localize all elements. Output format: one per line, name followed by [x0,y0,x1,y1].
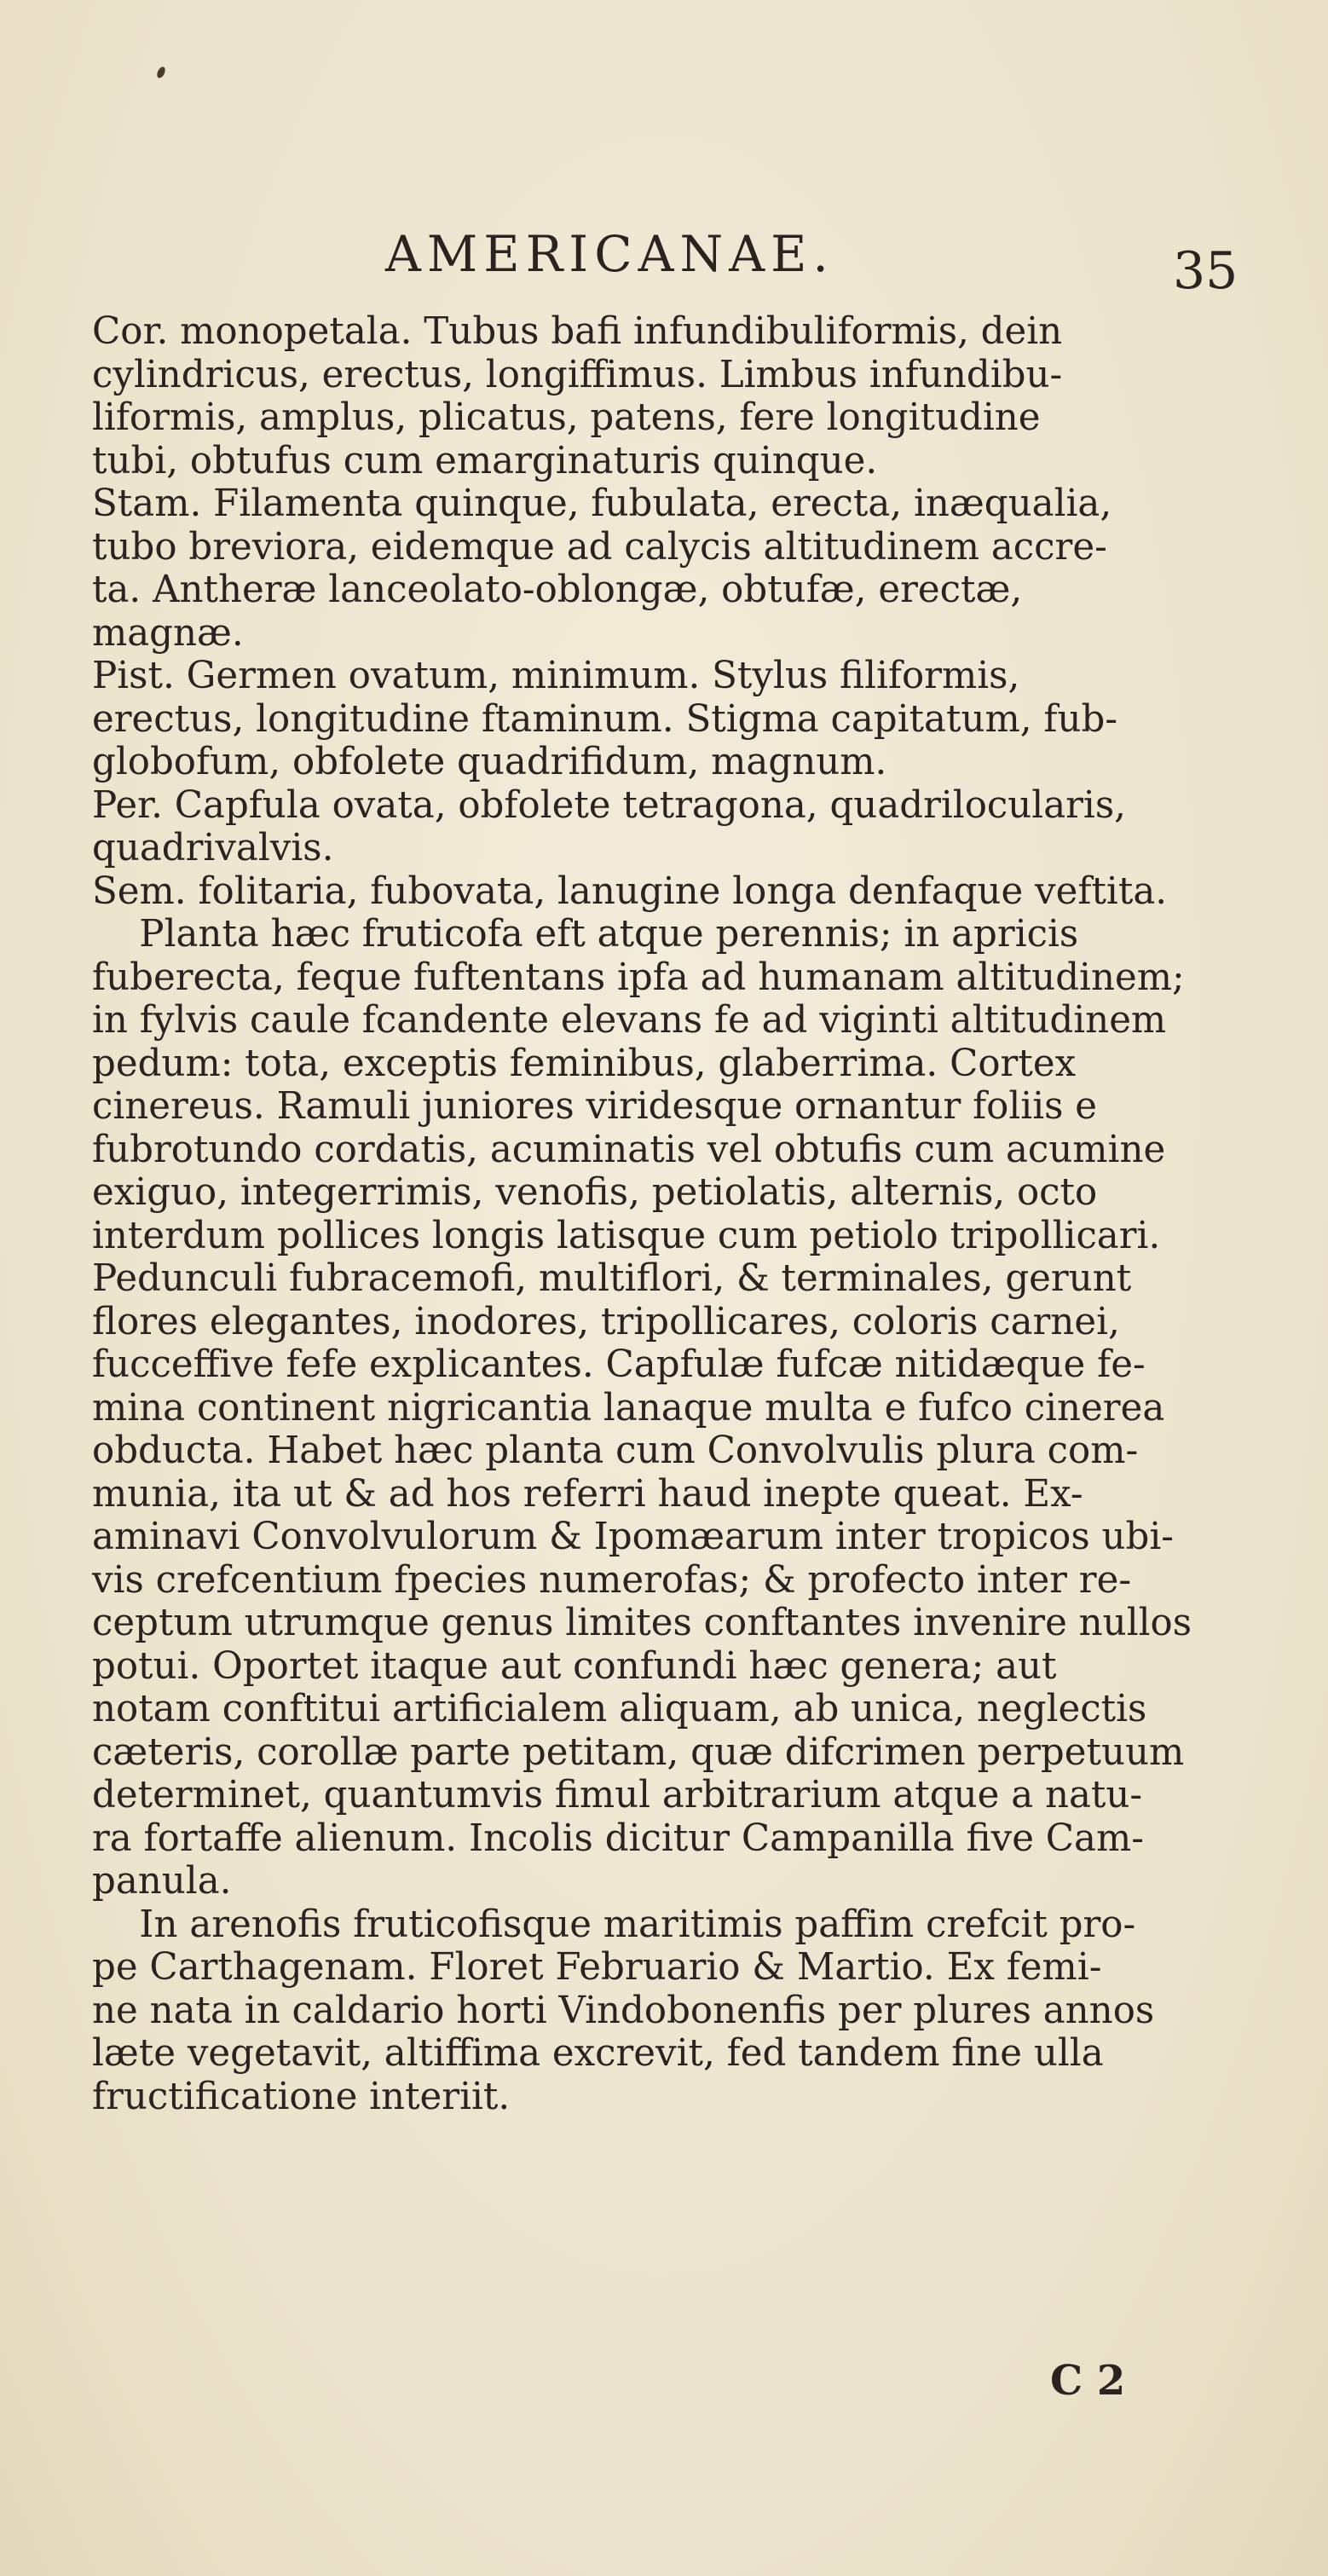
text-line: pe Carthagenam. Floret Februario & Martio. Ex femi- [92,1946,1102,1989]
text-line: tubi, obtufus cum emarginaturis quinque. [92,439,878,482]
text-line: cinereus. Ramuli juniores viridesque ornantur foliis e [92,1085,1098,1128]
text-line: panula. [92,1860,232,1903]
text-line: Per. Capfula ovata, obfolete tetragona, quadrilocularis, [92,783,1126,827]
text-line: Sem. folitaria, fubovata, lanugine longa denfaque veftita. [92,869,1168,913]
text-line: vis crefcentium fpecies numerofas; & profecto inter re- [92,1558,1132,1602]
text-line: erectus, longitudine ftaminum. Stigma capitatum, fub- [92,697,1118,741]
text-line: in fylvis caule fcandente elevans fe ad viginti altitudinem [92,999,1167,1042]
text-line: ra fortaffe alienum. Incolis dicitur Campanilla five Cam- [92,1816,1144,1860]
text-line: notam conftitui artificialem aliquam, ab unica, neglectis [92,1688,1147,1730]
text-line: mina continent nigricantia lanaque multa e fufco cinerea [92,1386,1165,1430]
text-line: globofum, obfolete quadrifidum, magnum. [92,741,887,783]
text-line: læte vegetavit, altiffima excrevit, fed tandem fine ulla [92,2032,1104,2075]
text-line: fructificatione interiit. [92,2075,511,2118]
text-line: obducta. Habet hæc planta cum Convolvulis plura com- [92,1430,1139,1472]
page-number: 35 [1173,241,1239,301]
text-line: tubo breviora, eidemque ad calycis altitudinem accre- [92,525,1107,569]
body-text [92,310,1217,2118]
text-line: ta. Antheræ lanceolato-oblongæ, obtufæ, erectæ, [92,569,1023,611]
text-line: magnæ. [92,611,244,655]
text-line: munia, ita ut & ad hos referri haud inepte queat. Ex- [92,1472,1083,1516]
text-line: interdum pollices longis latisque cum petiolo tripollicari. [92,1214,1161,1257]
text-line: Stam. Filamenta quinque, fubulata, erecta, inæqualia, [92,482,1112,525]
text-line: ceptum utrumque genus limites conftantes invenire nullos [92,1602,1192,1644]
text-line: liformis, amplus, plicatus, patens, fere longitudine [92,396,1041,439]
text-line: fuberecta, feque fuftentans ipfa ad humanam altitudinem; [92,956,1185,999]
text-line: exiguo, integerrimis, venofis, petiolatis, alternis, octo [92,1171,1098,1214]
text-line: Cor. monopetala. Tubus bafi infundibuliformis, dein [92,310,1063,353]
text-line: Pedunculi fubracemofi, multiflori, & terminales, gerunt [92,1257,1132,1300]
text-line: pedum: tota, exceptis feminibus, glaberrima. Cortex [92,1042,1077,1085]
text-line: In arenofis fruticofisque maritimis paffim crefcit pro- [92,1903,1136,1946]
text-line: ne nata in caldario horti Vindobonenfis per plures annos [92,1989,1155,2032]
text-line: cylindricus, erectus, longiffimus. Limbus infundibu- [92,353,1063,396]
text-line: Pist. Germen ovatum, minimum. Stylus filiformis, [92,655,1020,697]
text-line: cæteris, corollæ parte petitam, quæ difcrimen perpetuum [92,1730,1185,1774]
running-title: AMERICANAE. [385,225,834,283]
text-line: fucceffive fefe explicantes. Capfulæ fufcæ nitidæque fe- [92,1343,1146,1386]
signature-mark: C 2 [1050,2357,1126,2405]
text-line: quadrivalvis. [92,827,334,869]
text-line: aminavi Convolvulorum & Ipomæarum inter tropicos ubi- [92,1516,1174,1558]
text-line: flores elegantes, inodores, tripollicares, coloris carnei, [92,1300,1120,1343]
text-line: fubrotundo cordatis, acuminatis vel obtufis cum acumine [92,1128,1166,1171]
text-line: Planta hæc fruticofa eft atque perennis; in apricis [92,913,1079,956]
text-line: determinet, quantumvis fimul arbitrarium atque a natu- [92,1774,1143,1816]
text-line: potui. Oportet itaque aut confundi hæc genera; aut [92,1644,1057,1688]
ink-smudge [155,66,166,79]
page-header [0,220,1328,301]
